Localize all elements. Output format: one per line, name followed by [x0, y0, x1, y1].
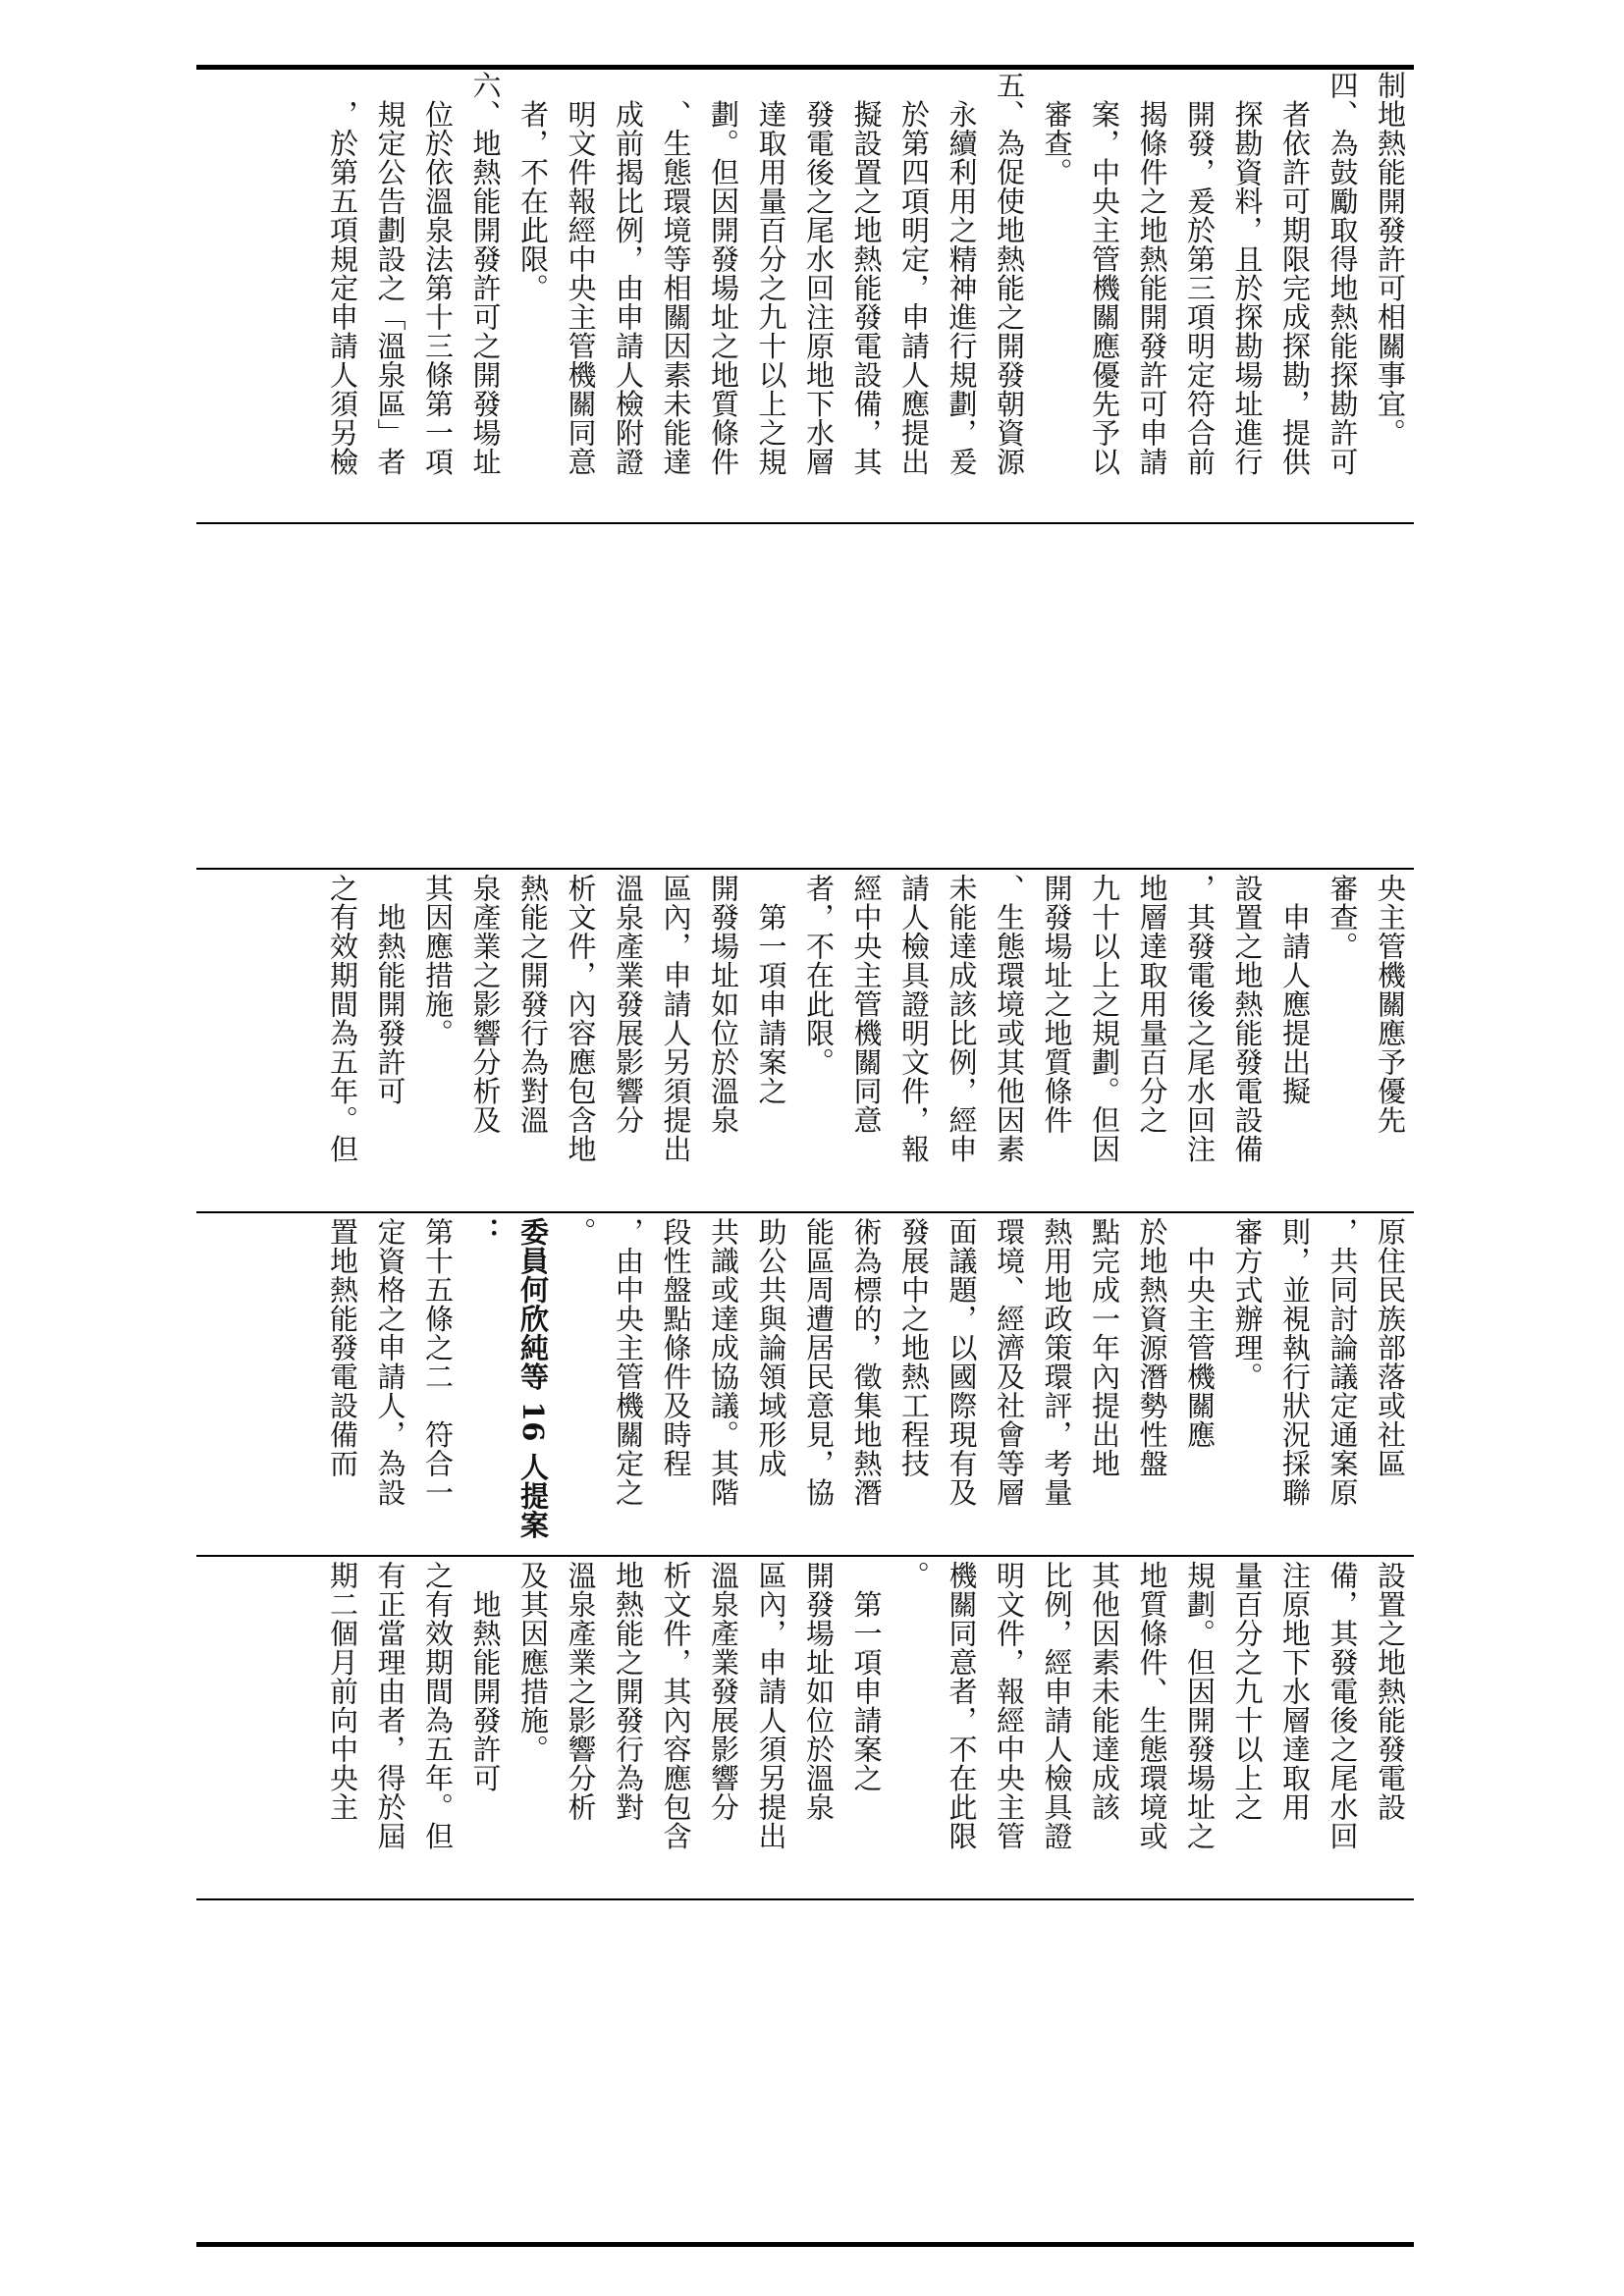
explanation-line: 揭條件之地熱能開發許可申請 — [1135, 71, 1169, 476]
article-col-3-line: 開發場址之地質條件 — [1040, 874, 1074, 1135]
explanation-line: 永續利用之精神進行規劃，爰 — [945, 71, 979, 476]
article-col-1-line: 設置之地熱能發電設 — [1374, 1561, 1407, 1822]
article-col-3-line: 設置之地熱能發電設備 — [1230, 874, 1265, 1163]
article-col-2-tail-line: 置地熱能發電設備而 — [326, 1217, 359, 1478]
explanation-line: 成前揭比例，由申請人檢附證 — [612, 71, 645, 476]
article-col-3-line: 經中央主管機關同意 — [849, 874, 884, 1135]
article-col-1-line: 明文件，報經中央主管 — [993, 1561, 1026, 1850]
article-col-1-line: 之有效期間為五年。但 — [421, 1561, 455, 1850]
article-col-3-line: 析文件，內容應包含地 — [564, 874, 598, 1163]
explanation-line: 規定公告劃設之「溫泉區」者 — [373, 71, 407, 476]
article-col-2-line: 則，並視執行狀況採聯 — [1278, 1217, 1312, 1507]
article-col-1-text — [196, 1561, 1414, 1895]
article-col-3-line: 泉產業之影響分析及 — [468, 874, 503, 1135]
article-col-2-line: 段性盤點條件及時程 — [659, 1217, 693, 1478]
article-col-2-tail-line: 第十五條之二 符合一 — [421, 1217, 455, 1507]
article-col-3-line: 未能達成該比例，經申 — [945, 874, 979, 1163]
article-col-3-line: 審查。 — [1326, 874, 1360, 961]
article-col-1-line: 地熱能開發許可 — [468, 1561, 503, 1792]
proposer-heading: 委員何欣純等 16 人提案 — [516, 1217, 550, 1540]
article-col-3-line: 者，不在此限。 — [802, 874, 836, 1077]
article-col-1-line: 機關同意者，不在此限 — [945, 1561, 979, 1850]
column-divider-2-1 — [196, 1555, 1414, 1557]
explanation-line: 者，不在此限。 — [516, 71, 550, 302]
article-col-2-line: 於地熱資源潛勢性盤 — [1135, 1217, 1169, 1478]
explanation-line: 位於依溫泉法第十三條第一項 — [421, 71, 455, 476]
explanation-line: 明文件報經中央主管機關同意 — [564, 71, 598, 476]
explanation-line: 制地熱能開發許可相關事宜。 — [1374, 71, 1407, 448]
article-col-2-line: 術為標的，徵集地熱潛 — [849, 1217, 884, 1507]
article-col-2-line: 中央主管機關應 — [1183, 1217, 1217, 1449]
explanation-line: 者依許可期限完成探勘，提供 — [1278, 71, 1312, 476]
explanation-line: 、生態環境等相關因素未能達 — [659, 71, 693, 476]
article-col-3-line: 九十以上之規劃。但因 — [1088, 874, 1121, 1163]
article-col-2-line: 共識或達成協議。其階 — [707, 1217, 740, 1507]
article-col-1-line: 區內，申請人須另提出 — [754, 1561, 788, 1850]
article-col-3-line: 請人檢具證明文件，報 — [897, 874, 931, 1163]
article-col-3-line: 、生態環境或其他因素 — [993, 874, 1026, 1163]
article-col-1-line: 期二個月前向中央主 — [326, 1561, 359, 1822]
article-col-3-line: 申請人應提出擬 — [1278, 874, 1312, 1105]
article-col-3 — [196, 874, 1414, 1207]
article-col-3-line: 溫泉產業發展影響分 — [612, 874, 645, 1135]
article-col-2-line: 點完成一年內提出地 — [1088, 1217, 1121, 1478]
explanation-line: 發電後之尾水回注原地下水層 — [802, 71, 836, 476]
bottom-rule — [196, 2242, 1414, 2247]
article-col-2-line: 熱用地政策環評，考量 — [1040, 1217, 1074, 1507]
explanation-line: 劃。但因開發場址之地質條件 — [707, 71, 740, 476]
article-col-1-line: 規劃。但因開發場址之 — [1183, 1561, 1217, 1850]
explanation-line: 四、為鼓勵取得地熱能探勘許可 — [1326, 71, 1360, 476]
explanation-line: 探勘資料，且於探勘場址進行 — [1230, 71, 1265, 476]
article-col-1-line: 。 — [897, 1561, 931, 1590]
article-col-3-line: 央主管機關應予優先 — [1374, 874, 1407, 1135]
explanation-line: 開發，爰於第三項明定符合前 — [1183, 71, 1217, 476]
article-col-2-line: 審方式辦理。 — [1230, 1217, 1265, 1391]
article-col-2-line: 環境、經濟及社會等層 — [993, 1217, 1026, 1507]
article-col-3-line: 其因應措施。 — [421, 874, 455, 1047]
article-col-3-line: 第一項申請案之 — [754, 874, 788, 1105]
upper-text-block — [196, 71, 1414, 522]
column-divider-3-2 — [196, 1211, 1414, 1213]
article-col-2-line: 能區周遭居民意見，協 — [802, 1217, 836, 1507]
article-col-1-line: 注原地下水層達取用 — [1278, 1561, 1312, 1822]
article-col-3-line: 之有效期間為五年。但 — [326, 874, 359, 1163]
article-col-2-text — [196, 1217, 1414, 1551]
article-col-2-line: ，由中央主管機關定之 — [612, 1217, 645, 1507]
article-col-3-line: ，其發電後之尾水回注 — [1183, 874, 1217, 1163]
article-col-3-line: 地層達取用量百分之 — [1135, 874, 1169, 1135]
article-col-1-line: 第一項申請案之 — [849, 1561, 884, 1792]
article-col-2-line: 助公共與論領域形成 — [754, 1217, 788, 1478]
article-col-1-line: 備，其發電後之尾水回 — [1326, 1561, 1360, 1850]
article-col-2 — [196, 1217, 1414, 1551]
middle-block-bottom-rule — [196, 1898, 1414, 1900]
article-col-3-line: 開發場址如位於溫泉 — [707, 874, 740, 1135]
article-col-1-line: 量百分之九十以上之 — [1230, 1561, 1265, 1822]
article-col-3-line: 區內，申請人另須提出 — [659, 874, 693, 1163]
article-col-1-line: 溫泉產業發展影響分 — [707, 1561, 740, 1822]
article-col-2-line: ，共同討論議定通案原 — [1326, 1217, 1360, 1507]
explanation-line: 審查。 — [1040, 71, 1074, 187]
article-col-1-line: 開發場址如位於溫泉 — [802, 1561, 836, 1822]
article-col-1-line: 比例，經申請人檢具證 — [1040, 1561, 1074, 1850]
explanation-line: 達取用量百分之九十以上之規 — [754, 71, 788, 476]
article-col-2-tail-line: 定資格之申請人，為設 — [373, 1217, 407, 1507]
article-col-2-line: 。 — [564, 1217, 598, 1247]
article-col-1-line: 有正當理由者，得於屆 — [373, 1561, 407, 1850]
article-col-1-line: 地質條件、生態環境或 — [1135, 1561, 1169, 1850]
article-col-2-line: 面議題，以國際現有及 — [945, 1217, 979, 1507]
top-rule — [196, 65, 1414, 70]
article-col-1-line: 及其因應措施。 — [516, 1561, 550, 1764]
proposer-heading-colon: ： — [468, 1217, 503, 1247]
explanation-line: ，於第五項規定申請人須另檢 — [326, 71, 359, 476]
explanation-line: 六、地熱能開發許可之開發場址 — [468, 71, 503, 476]
article-col-2-line: 原住民族部落或社區 — [1374, 1217, 1407, 1478]
middle-block-top-rule — [196, 868, 1414, 870]
explanation-line: 五、為促使地熱能之開發朝資源 — [993, 71, 1026, 476]
article-col-1-line: 溫泉產業之影響分析 — [564, 1561, 598, 1822]
upper-block-bottom-rule — [196, 522, 1414, 524]
article-col-3-line: 熱能之開發行為對溫 — [516, 874, 550, 1135]
article-col-1-line: 析文件，其內容應包含 — [659, 1561, 693, 1850]
article-col-3-line: 地熱能開發許可 — [373, 874, 407, 1105]
explanation-line: 案，中央主管機關應優先予以 — [1088, 71, 1121, 476]
article-col-1 — [196, 1561, 1414, 1895]
explanation-line: 擬設置之地熱能發電設備，其 — [849, 71, 884, 476]
article-col-2-line: 發展中之地熱工程技 — [897, 1217, 931, 1478]
article-col-3-text — [196, 874, 1414, 1207]
explanation-line: 於第四項明定，申請人應提出 — [897, 71, 931, 476]
article-col-1-line: 其他因素未能達成該 — [1088, 1561, 1121, 1822]
explanation-text — [196, 71, 1414, 522]
article-col-1-line: 地熱能之開發行為對 — [612, 1561, 645, 1822]
